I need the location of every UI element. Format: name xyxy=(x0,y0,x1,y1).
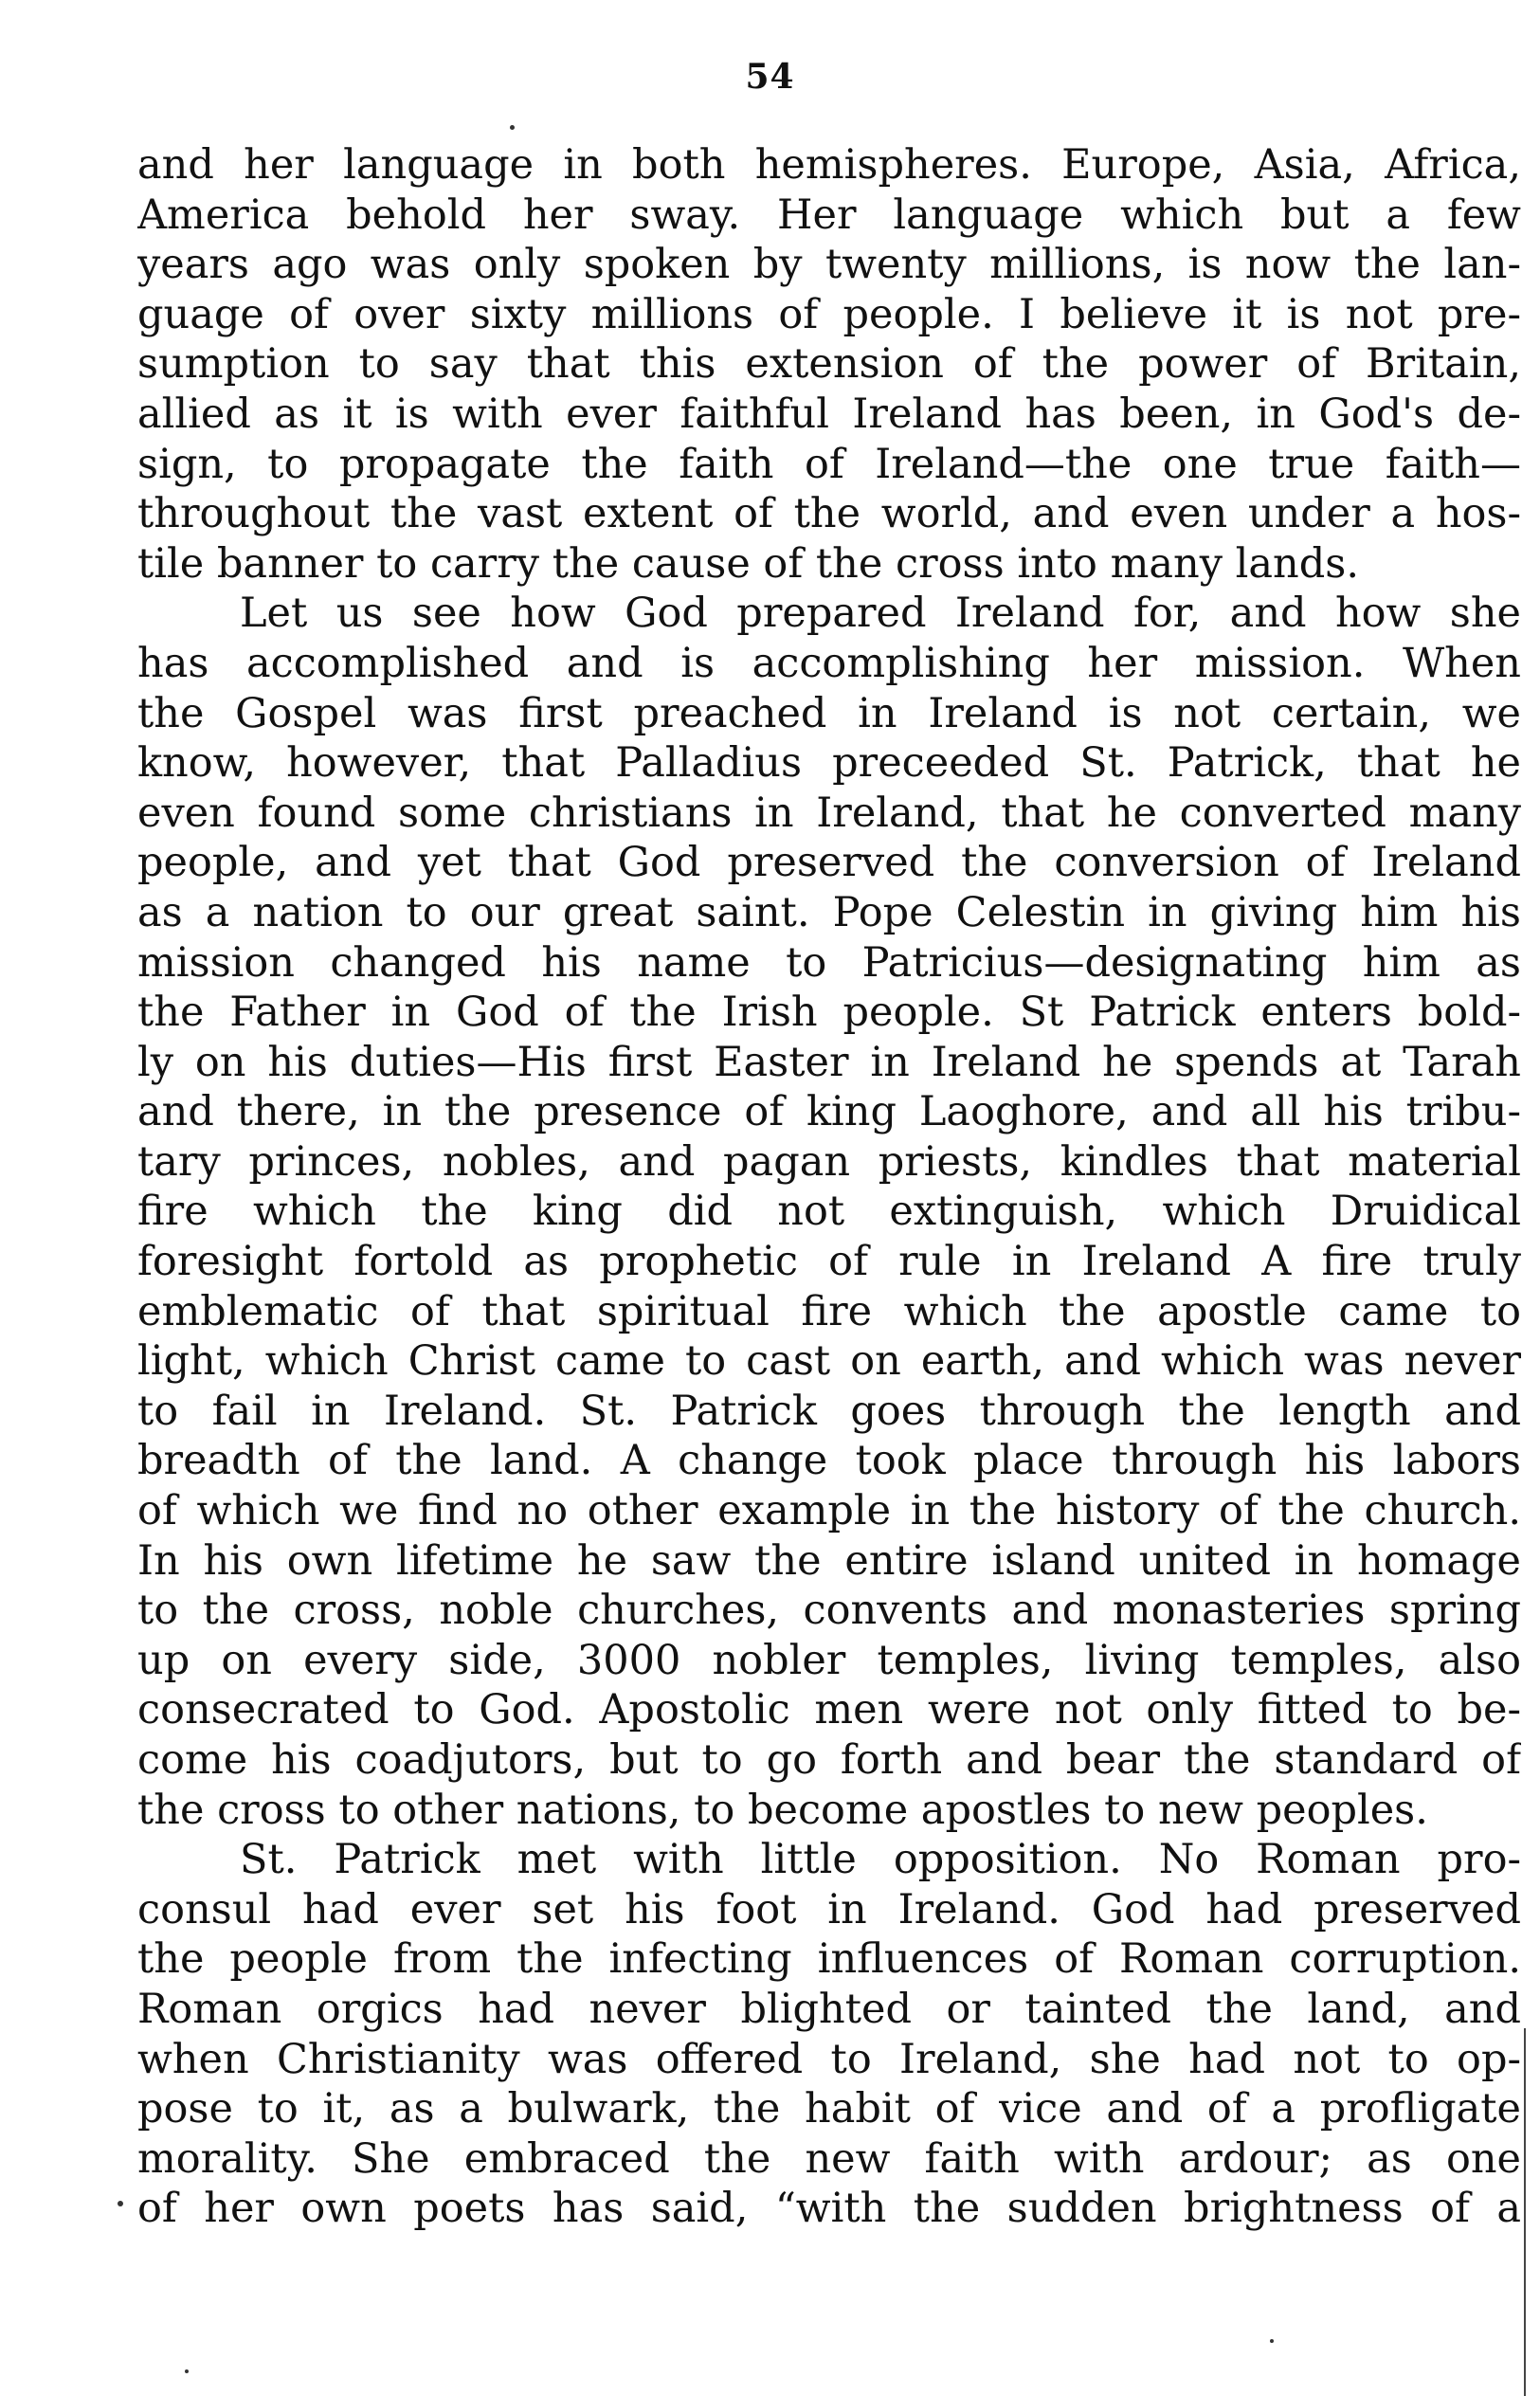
text-line: to fail in Ireland. St. Patrick goes through the length and xyxy=(137,1387,1521,1435)
text-line: to the cross, noble churches, convents and monasteries spring xyxy=(137,1587,1521,1635)
text-line: consul had ever set his foot in Ireland. God had preserved xyxy=(137,1885,1521,1933)
text-line: emblematic of that spiritual fire which the apostle came to xyxy=(137,1287,1521,1335)
print-speck xyxy=(510,125,515,130)
text-line: and her language in both hemispheres. Europe, Asia, Africa, xyxy=(137,141,1521,189)
text-line: the people from the infecting influences of Roman corruption. xyxy=(137,1935,1521,1984)
text-line: tary princes, nobles, and pagan priests, kindles that material xyxy=(137,1137,1521,1186)
text-line: sign, to propagate the faith of Ireland—the one true faith— xyxy=(137,440,1521,488)
text-line: sumption to say that this extension of the power of Britain, xyxy=(137,340,1521,389)
text-line: America behold her sway. Her language which but a few xyxy=(137,191,1521,239)
text-line: the Father in God of the Irish people. St Patrick enters bold- xyxy=(137,989,1521,1037)
text-line: Roman orgics had never blighted or tainted the land, and xyxy=(137,1985,1521,2033)
print-speck xyxy=(1270,2339,1274,2343)
text-line: of which we find no other example in the history of the church. xyxy=(137,1487,1521,1535)
text-line: come his coadjutors, but to go forth and bear the standard of xyxy=(137,1736,1521,1784)
margin-rule xyxy=(1524,2028,1526,2396)
paragraph xyxy=(137,140,1521,589)
text-line: In his own lifetime he saw the entire island united in homage xyxy=(137,1536,1521,1585)
text-line: has accomplished and is accomplishing her mission. When xyxy=(137,639,1521,687)
text-line: the cross to other nations, to become apostles to new peoples. xyxy=(137,1786,1428,1834)
text-line: of her own poets has said, “with the sudden brightness of a xyxy=(137,2185,1521,2233)
text-line: as a nation to our great saint. Pope Celestin in giving him his xyxy=(137,888,1521,936)
text-line: fire which the king did not extinguish, which Druidical xyxy=(137,1188,1521,1236)
text-line: even found some christians in Ireland, that he converted many xyxy=(137,789,1521,837)
text-line: pose to it, as a bulwark, the habit of vice and of a profligate xyxy=(137,2085,1521,2133)
text-line: mission changed his name to Patricius—designating him as xyxy=(137,938,1521,987)
text-line: tile banner to carry the cause of the cross into many lands. xyxy=(137,539,1360,588)
text-line: foresight fortold as prophetic of rule in Ireland A fire truly xyxy=(137,1238,1521,1286)
text-line: guage of over sixty millions of people. I believe it is not pre- xyxy=(137,290,1521,338)
paragraph xyxy=(137,589,1521,1835)
print-speck xyxy=(118,2201,123,2206)
paragraph xyxy=(137,1835,1521,2234)
text-line: throughout the vast extent of the world, and even under a hos- xyxy=(137,490,1521,538)
text-line: and there, in the presence of king Laoghore, and all his tribu- xyxy=(137,1088,1521,1136)
text-line: allied as it is with ever faithful Ireland has been, in God's de- xyxy=(137,390,1521,438)
text-line: when Christianity was offered to Ireland, she had not to op- xyxy=(137,2035,1521,2083)
text-line: breadth of the land. A change took place through his labors xyxy=(137,1437,1521,1485)
text-line: consecrated to God. Apostolic men were not only fitted to be- xyxy=(137,1686,1521,1734)
text-line: years ago was only spoken by twenty millions, is now the lan- xyxy=(137,241,1521,289)
page-number: 54 xyxy=(745,57,795,97)
print-speck xyxy=(185,2369,189,2373)
text-line: light, which Christ came to cast on earth, and which was never xyxy=(137,1337,1521,1386)
text-line: up on every side, 3000 nobler temples, living temples, also xyxy=(137,1636,1521,1684)
text-line: people, and yet that God preserved the conversion of Ireland xyxy=(137,839,1521,887)
text-line: know, however, that Palladius preceeded St. Patrick, that he xyxy=(137,739,1521,788)
text-line: the Gospel was first preached in Ireland is not certain, we xyxy=(137,689,1521,737)
text-line: ly on his duties—His first Easter in Ireland he spends at Tarah xyxy=(137,1038,1521,1086)
text-line: morality. She embraced the new faith with ardour; as one xyxy=(137,2134,1521,2183)
body-text xyxy=(137,140,1521,2234)
text-line: St. Patrick met with little opposition. No Roman pro- xyxy=(240,1836,1521,1884)
text-line: Let us see how God prepared Ireland for, and how she xyxy=(240,590,1521,638)
